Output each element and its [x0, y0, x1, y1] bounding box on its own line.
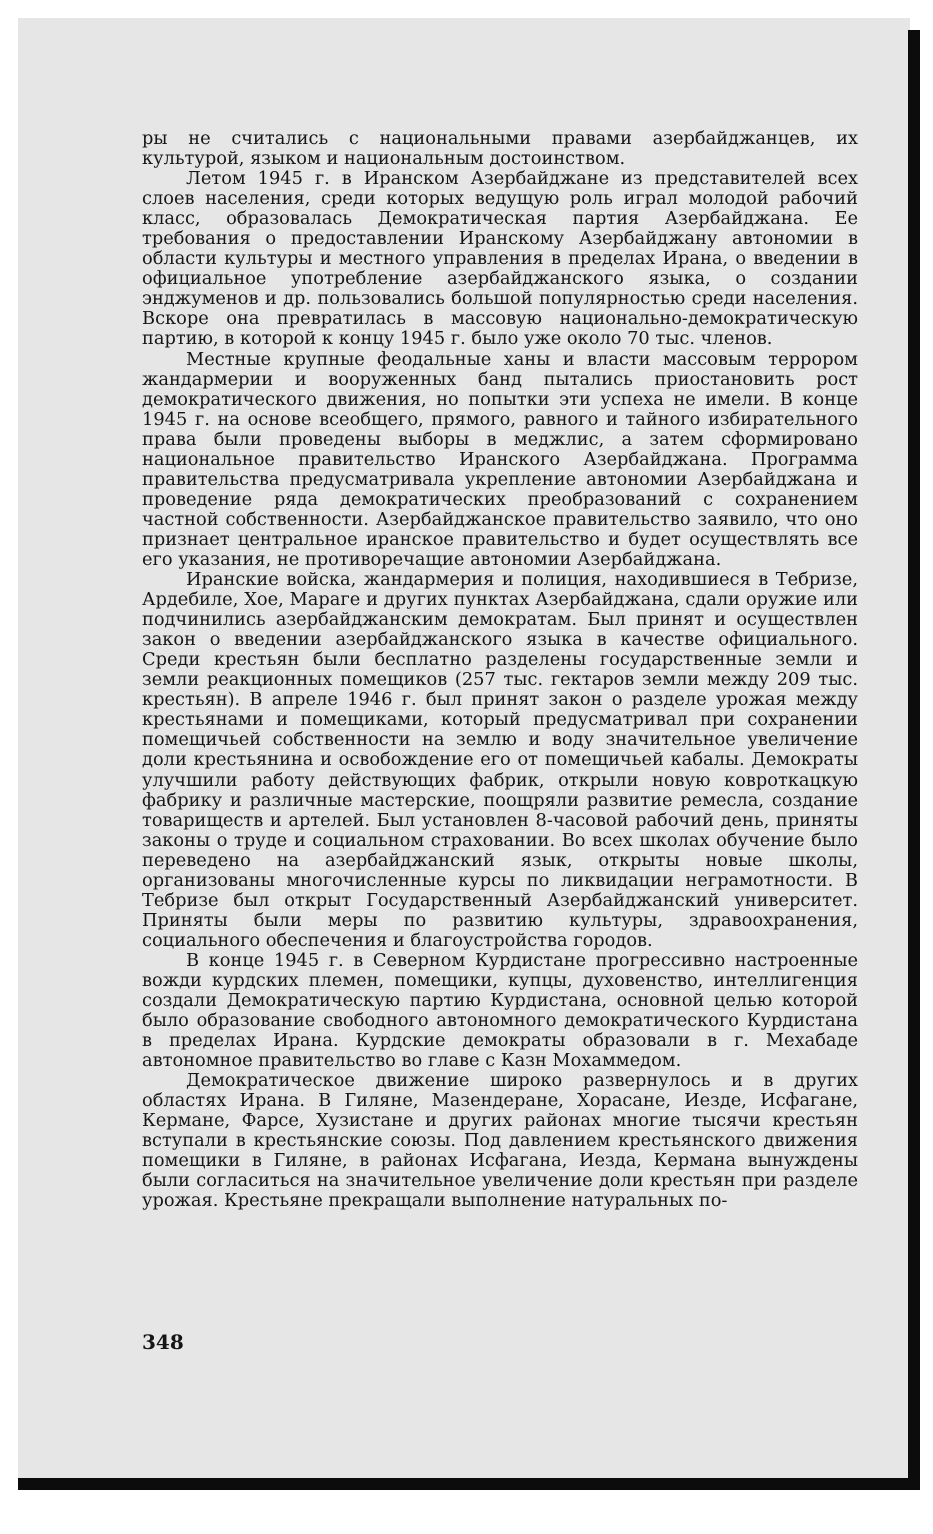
page-number: 348 — [142, 1330, 184, 1354]
body-text — [142, 129, 858, 1212]
scan-right-edge-shadow — [908, 30, 920, 1490]
paragraph-reforms: Иранские войска, жандармерия и полиция, находившиеся в Тебризе, Ардебиле, Хое, Мараге и других пунктах Азербайджана, сдали оружие или подчинились азербайджанским демократам. Был принят и осуществлен закон о введении азербайджанского языка в качестве официального. Среди крестьян были бесплатно разделены государственные земли и земли реакционных помещиков (257 тыс. гектаров земли между 209 тыс. крестьян). В апреле 1946 г. был принят закон о разделе урожая между крестьянами и помещиками, который предусматривал при сохранении помещичьей собственности на землю и воду значительное увеличение доли крестьянина и освобождение его от помещичьей кабалы. Демократы улучшили работу действующих фабрик, открыли новую ковроткацкую фабрику и различные мастерские, поощряли развитие ремесла, создание товариществ и артелей. Был установлен 8-часовой рабочий день, приняты законы о труде и социальном страховании. Во всех школах обучение было переведено на азербайджанский язык, открыты новые школы, организованы многочисленные курсы по ликвидации неграмотности. В Тебризе был открыт Государственный Азербайджанский университет. Приняты были меры по развитию культуры, здравоохранения, социального обеспечения и благоустройства городов. — [142, 569, 858, 951]
paragraph-azerbaijan-party: Летом 1945 г. в Иранском Азербайджане из представителей всех слоев населения, среди которых ведущую роль играл молодой рабочий класс, образовалась Демократическая партия Азербайджана. Ее требования о предоставлении Иранскому Азербайджану автономии в области культуры и местного управления в пределах Ирана, о введении в официальное употребление азербайджанского языка, о создании энджуменов и др. пользовались большой популярностью среди населения. Вскоре она превратилась в массовую национально-демократическую партию, в которой к концу 1945 г. было уже около 70 тыс. членов. — [142, 168, 858, 350]
paragraph-kurdistan: В конце 1945 г. в Северном Курдистане прогрессивно настроенные вожди курдских племен, помещики, купцы, духовенство, интеллигенция создали Демократическую партию Курдистана, основной целью которой было образование свободного автономного демократического Курдистана в пределах Ирана. Курдские демократы образовали в г. Мехабаде автономное правительство во главе с Казн Мохаммедом. — [142, 949, 858, 1072]
paragraph-continued: ры не считались с национальными правами азербайджанцев, их культурой, языком и национальным достоинством. — [142, 128, 858, 170]
scan-bottom-edge-shadow — [18, 1478, 920, 1490]
paragraph-peasant-movement: Демократическое движение широко развернулось и в других областях Ирана. В Гиляне, Мазендеране, Хорасане, Иезде, Исфагане, Кермане, Фарсе, Хузистане и других районах многие тысячи крестьян вступали в крестьянские союзы. Под давлением крестьянского движения помещики в Гиляне, в районах Исфагана, Иезда, Кермана вынуждены были согласиться на значительное увеличение доли крестьян при разделе урожая. Крестьяне прекращали выполнение натуральных по- — [142, 1070, 858, 1212]
paragraph-national-government: Местные крупные феодальные ханы и власти массовым террором жандармерии и вооруженных банд пытались приостановить рост демократического движения, но попытки эти успеха не имели. В конце 1945 г. на основе всеобщего, прямого, равного и тайного избирательного права были проведены выборы в меджлис, а затем сформировано национальное правительство Иранского Азербайджана. Программа правительства предусматривала укрепление автономии Азербайджана и проведение ряда демократических преобразований с сохранением частной собственности. Азербайджанское правительство заявило, что оно признает центральное иранское правительство и будет осуществлять все его указания, не противоречащие автономии Азербайджана. — [142, 348, 858, 570]
